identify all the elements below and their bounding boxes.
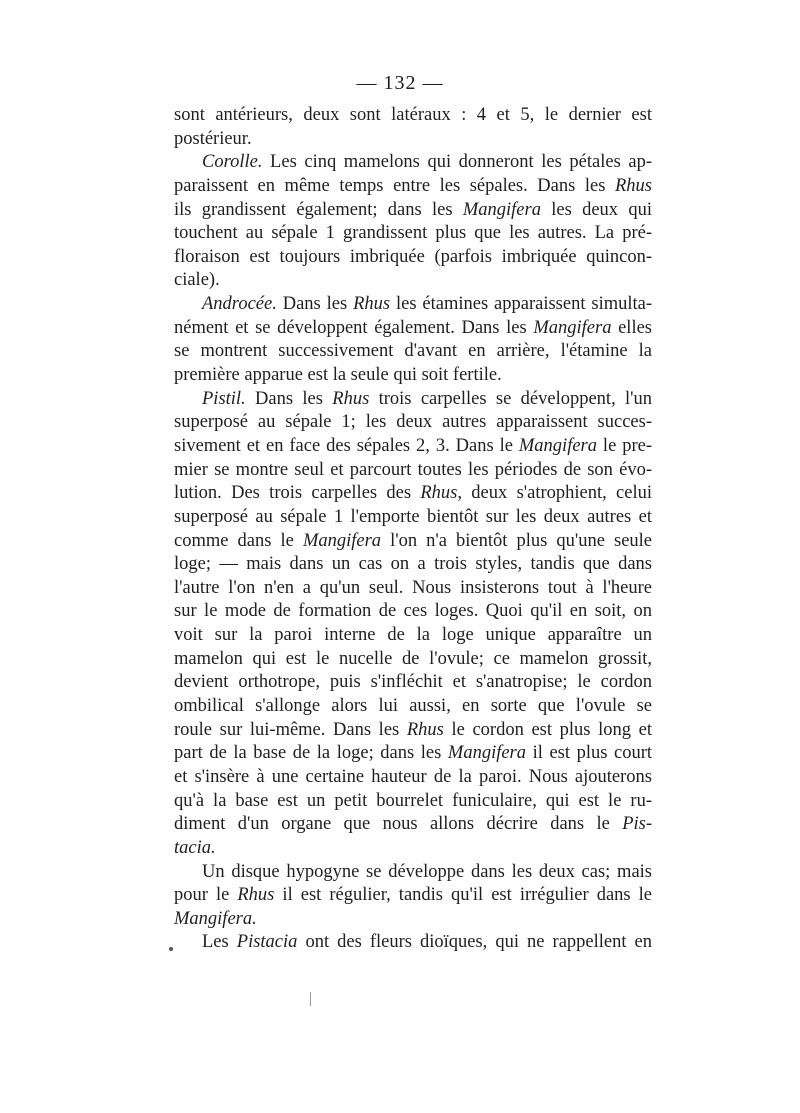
page-number: — 132 —: [356, 72, 444, 94]
text-run: le cordon est plus long et: [443, 719, 652, 740]
italic-term: Pistacia: [236, 932, 298, 953]
italic-term: Rhus: [237, 885, 275, 906]
text-line: superposé au sépale 1; les deux autres apparaissent succes-: [174, 412, 652, 433]
text-line: [174, 931, 652, 955]
text-line: [174, 199, 652, 223]
italic-term: Mangifera: [447, 743, 527, 764]
text-run: nément et se développent également. Dans les: [174, 317, 534, 338]
text-run: les étamines apparaissent simulta-: [390, 294, 652, 315]
text-line: et s'insère à une certaine hauteur de la paroi. Nous ajouterons: [174, 766, 652, 787]
italic-term: Mangifera: [533, 317, 612, 338]
italic-term: Rhus: [406, 719, 444, 740]
body-text: [174, 104, 652, 955]
text-line: se montrent successivement d'avant en arrière, l'étamine la: [174, 341, 652, 362]
text-line: [174, 719, 652, 743]
text-line: voit sur la paroi interne de la loge unique apparaître un: [174, 625, 652, 646]
text-line: [174, 388, 652, 412]
paper-mark: [310, 992, 311, 1006]
text-run: l'on n'a bientôt plus qu'une seule: [381, 530, 653, 551]
text-run: Dans les: [245, 388, 333, 409]
italic-term: Pis-: [622, 814, 652, 835]
text-run: les deux qui: [540, 199, 652, 220]
text-line: [174, 317, 652, 341]
text-line: l'autre l'on n'en a qu'un seul. Nous insisterons tout à l'heure: [174, 577, 652, 598]
italic-term: Rhus: [353, 294, 391, 315]
text-run: part de la base de la loge; dans les: [174, 743, 448, 764]
text-run: ont des fleurs dioïques, qui ne rappellent en: [297, 932, 653, 953]
text-line: ciale).: [174, 270, 220, 291]
text-line: [174, 884, 652, 908]
text-line: [174, 482, 652, 506]
text-run: comme dans le: [174, 530, 303, 551]
text-run: lution. Des trois carpelles des: [174, 483, 421, 504]
text-line: Un disque hypogyne se développe dans les deux cas; mais: [202, 861, 652, 882]
italic-term: Rhus: [332, 388, 370, 409]
text-line: [174, 813, 652, 837]
text-line: [174, 837, 652, 861]
text-line: devient orthotrope, puis s'infléchit et s'anatropise; le cordon: [174, 672, 652, 693]
italic-term: Mangifera: [518, 435, 597, 456]
italic-term: Rhus,: [420, 483, 462, 504]
text-line: qu'à la base est un petit bourrelet funiculaire, qui est le ru-: [174, 790, 652, 811]
text-run: sivement et en face des sépales 2, 3. Dans le: [174, 435, 519, 456]
text-run: le pre-: [597, 435, 652, 456]
text-line: sont antérieurs, deux sont latéraux : 4 et 5, le dernier est: [174, 105, 652, 125]
ink-speck: [169, 947, 173, 951]
text-line: première apparue est la seule qui soit fertile.: [174, 365, 502, 386]
text-run: il est régulier, tandis qu'il est irrégulier dans le: [274, 885, 653, 906]
text-run: deux s'atrophient, celui: [462, 483, 652, 504]
text-run: Les cinq mamelons qui donneront les pétales ap-: [262, 152, 652, 173]
italic-term: tacia.: [174, 837, 216, 858]
text-line: postérieur.: [174, 128, 252, 149]
italic-term: Mangifera.: [174, 908, 257, 929]
text-run: Dans les: [276, 294, 354, 315]
text-line: [174, 435, 652, 459]
italic-term: Mangifera: [302, 530, 382, 551]
text-run: roule sur lui-même. Dans les: [174, 719, 407, 740]
text-line: floraison est toujours imbriquée (parfois imbriquée quincon-: [174, 246, 652, 267]
text-run: trois carpelles se développent, l'un: [369, 388, 653, 409]
text-line: sur le mode de formation de ces loges. Quoi qu'il en soit, on: [174, 601, 652, 622]
text-run: Les: [202, 932, 237, 953]
text-line: loge; — mais dans un cas on a trois styles, tandis que dans: [174, 554, 652, 575]
text-line: [174, 151, 652, 175]
text-run: elles: [611, 317, 652, 338]
text-run: ils grandissent également; dans les: [174, 199, 463, 220]
text-line: [174, 742, 652, 766]
text-run: pour le: [174, 885, 238, 906]
text-line: superposé au sépale 1 l'emporte bientôt sur les deux autres et: [174, 506, 652, 527]
italic-term: Mangifera: [462, 199, 541, 220]
text-run: diment d'un organe que nous allons décrire dans le: [174, 814, 623, 835]
text-line: mamelon qui est le nucelle de l'ovule; ce mamelon grossit,: [174, 648, 652, 669]
italic-term: Androcée.: [202, 294, 277, 315]
italic-term: Rhus: [615, 175, 652, 196]
text-line: [174, 908, 652, 932]
text-line: [174, 293, 652, 317]
text-line: [174, 530, 652, 554]
italic-term: Pistil.: [202, 388, 246, 409]
text-run: il est plus court: [526, 743, 652, 764]
text-line: [174, 175, 652, 199]
text-line: touchent au sépale 1 grandissent plus que les autres. La pré-: [174, 223, 652, 244]
text-line: ombilical s'allonge alors lui aussi, en sorte que l'ovule se: [174, 696, 652, 717]
text-run: paraissent en même temps entre les sépales. Dans les: [174, 175, 615, 196]
italic-term: Corolle.: [202, 152, 263, 173]
text-line: mier se montre seul et parcourt toutes les périodes de son évo-: [174, 459, 652, 480]
